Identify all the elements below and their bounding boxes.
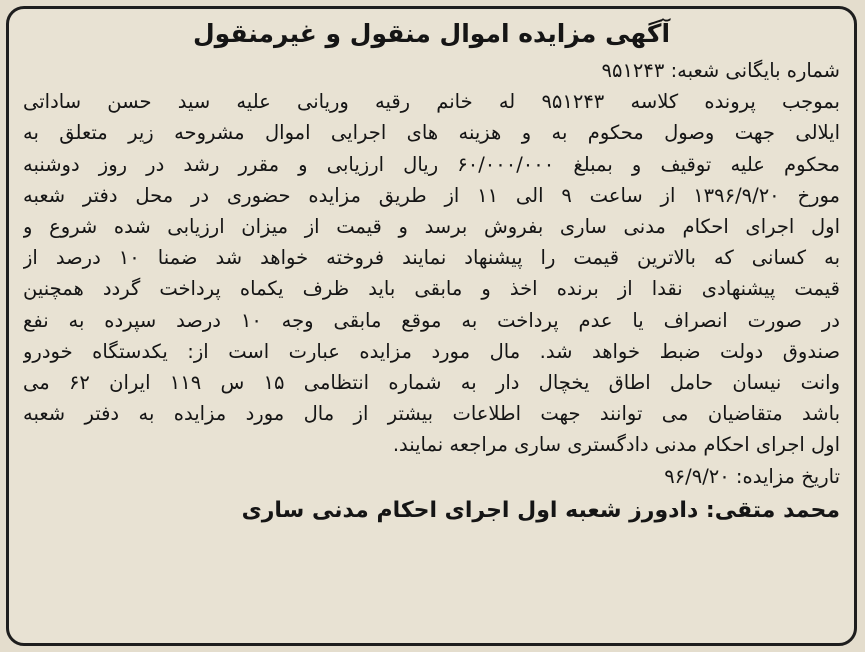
body-line: در صورت انصراف یا عدم پرداخت به موقع مابقی وجه ۱۰ درصد سپرده به نفع [23,308,840,332]
body-line: باشد متقاضیان می توانند جهت اطلاعات بیشتر از مال مورد مزایده به دفتر شعبه [23,402,840,426]
notice-title: آگهی مزایده اموال منقول و غیرمنقول [192,19,671,48]
auction-date-line [23,461,840,492]
body-line: وانت نیسان حامل اطاق یخچال دار به شماره انتظامی ۱۵ س ۱۱۹ ایران ۶۲ می [23,371,840,395]
archive-number-value: ۹۵۱۲۴۳ [601,59,665,82]
archive-number-label: شماره بایگانی شعبه: [670,59,840,82]
body-line: به کسانی که بالاترین قیمت را پیشنهاد نمایند فروخته خواهد شد ضمنا ۱۰ درصد از [23,246,840,270]
body-line: بموجب پرونده کلاسه ۹۵۱۲۴۳ له خانم رقیه وریانی علیه سید حسن ساداتی [23,90,840,114]
body-line: مورخ ۱۳۹۶/۹/۲۰ از ساعت ۹ الی ۱۱ از طریق مزایده حضوری در محل دفتر شعبه [23,183,840,207]
body-line: اول اجرای احکام مدنی ساری بفروش برسد و قیمت از میزان ارزیابی شده شروع و [23,215,840,239]
auction-date-label: تاریخ مزایده: [735,464,840,488]
body-line: قیمت پیشنهادی نقدا از برنده اخذ و مابقی باید ظرف یکماه پرداخت گردد همچنین [23,277,840,301]
auction-date-value: ۹۶/۹/۲۰ [664,464,730,488]
body-line: صندوق دولت ضبط خواهد شد. مال مورد مزایده عبارت است از: یکدستگاه خودرو [23,339,840,363]
notice-frame [6,6,857,646]
body-line: ایلالی جهت وصول محکوم به و هزینه های اجرایی اموال مشروحه زیر متعلق به [23,121,840,145]
signature: محمد متقی: دادورز شعبه اول اجرای احکام مدنی ساری [241,497,840,523]
body-line: محکوم علیه توقیف و بمبلغ ۶۰/۰۰۰/۰۰۰ ریال ارزیابی و مقرر رشد در روز دوشنبه [23,152,840,176]
archive-number-line [23,55,840,86]
body-line: اول اجرای احکام مدنی دادگستری ساری مراجعه نمایند. [392,433,840,457]
